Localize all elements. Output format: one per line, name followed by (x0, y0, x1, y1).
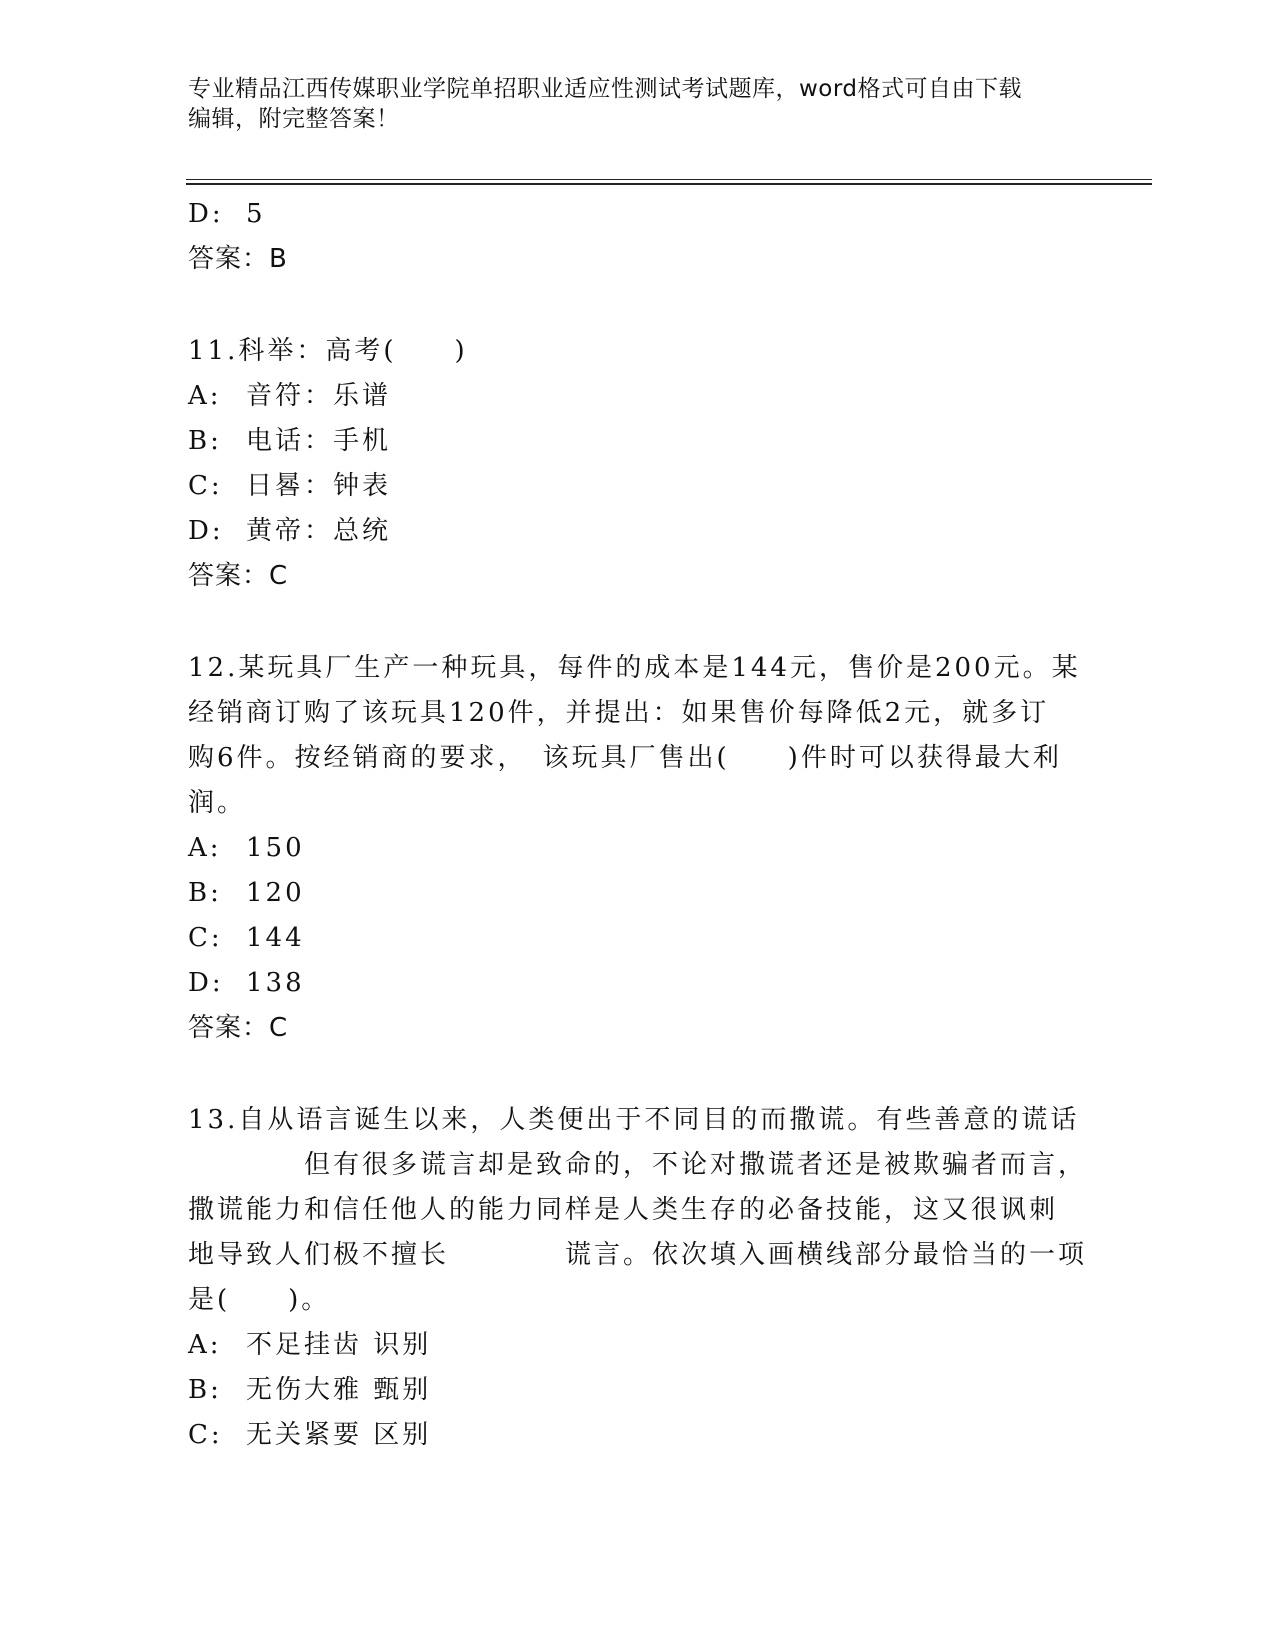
header-line-2: 编辑，附完整答案！ (188, 106, 400, 132)
document-body (188, 192, 1088, 1458)
q12-option-b (188, 871, 1088, 916)
q13-stem-line: 是( )。 (188, 1285, 331, 1315)
header-rule-thick (186, 183, 1152, 185)
header-rule-thin (186, 179, 1152, 180)
page-header (188, 74, 1088, 134)
q13-stem-line: 撒谎能力和信任他人的能力同样是人类生存的必备技能，这又很讽刺 (188, 1195, 1059, 1225)
option-text: 120 (246, 878, 305, 908)
q11-answer: 答案：C (188, 561, 289, 591)
option-key: C: (188, 1420, 223, 1450)
q13-option-a (188, 1323, 1088, 1368)
option-text: 150 (246, 833, 305, 863)
option-key: B: (188, 878, 222, 908)
q12-stem-line: 润。 (188, 788, 247, 818)
spacer (188, 282, 1088, 329)
option-key: D: (188, 516, 224, 546)
option-text: 无伤大雅 甄别 (246, 1375, 432, 1405)
header-line-1: 专业精品江西传媒职业学院单招职业适应性测试考试题库，word格式可自由下载 (188, 76, 1023, 102)
option-text: 138 (246, 968, 305, 998)
q11-option-b (188, 419, 1088, 464)
q13-stem-line: 地导致人们极不擅长 谎言。依次填入画横线部分最恰当的一项 (188, 1240, 1088, 1270)
option-text: 音符：乐谱 (246, 381, 392, 411)
spacer (188, 599, 1088, 646)
option-text: 不足挂齿 识别 (246, 1330, 432, 1360)
q13-stem-line: 13.自从语言诞生以来，人类便出于不同目的而撒谎。有些善意的谎话 (188, 1105, 1080, 1135)
q12-stem-line: 经销商订购了该玩具120件，并提出：如果售价每降低2元，就多订 (188, 698, 1050, 728)
q10-answer: 答案：B (188, 244, 288, 274)
q12-option-c (188, 916, 1088, 961)
option-text: 144 (246, 923, 305, 953)
option-key: B: (188, 1375, 222, 1405)
option-key: A: (188, 1330, 222, 1360)
option-text: 电话：手机 (246, 426, 392, 456)
option-text: 黄帝：总统 (246, 516, 392, 546)
option-key: C: (188, 471, 223, 501)
q12-option-a (188, 826, 1088, 871)
q12-option-d (188, 961, 1088, 1006)
option-text: 无关紧要 区别 (246, 1420, 432, 1450)
option-text: 5 (246, 199, 266, 229)
q11-option-c (188, 464, 1088, 509)
q12-answer: 答案：C (188, 1013, 289, 1043)
q11-option-a (188, 374, 1088, 419)
q11-stem: 11.科举：高考( ) (188, 336, 468, 366)
q13-option-c (188, 1413, 1088, 1458)
q13-stem-line: 但有很多谎言却是致命的，不论对撒谎者还是被欺骗者而言， (188, 1150, 1088, 1180)
option-text: 日晷：钟表 (246, 471, 392, 501)
option-key: D: (188, 968, 224, 998)
option-key: C: (188, 923, 223, 953)
q11-option-d (188, 509, 1088, 554)
q10-option-d (188, 192, 1088, 237)
q13-option-b (188, 1368, 1088, 1413)
option-key: A: (188, 381, 222, 411)
spacer (188, 1051, 1088, 1098)
q12-stem-line: 购6件。按经销商的要求， 该玩具厂售出( )件时可以获得最大利 (188, 743, 1062, 773)
option-key: A: (188, 833, 222, 863)
option-key: D: (188, 199, 224, 229)
option-key: B: (188, 426, 222, 456)
q12-stem-line: 12.某玩具厂生产一种玩具，每件的成本是144元，售价是200元。某 (188, 653, 1081, 683)
